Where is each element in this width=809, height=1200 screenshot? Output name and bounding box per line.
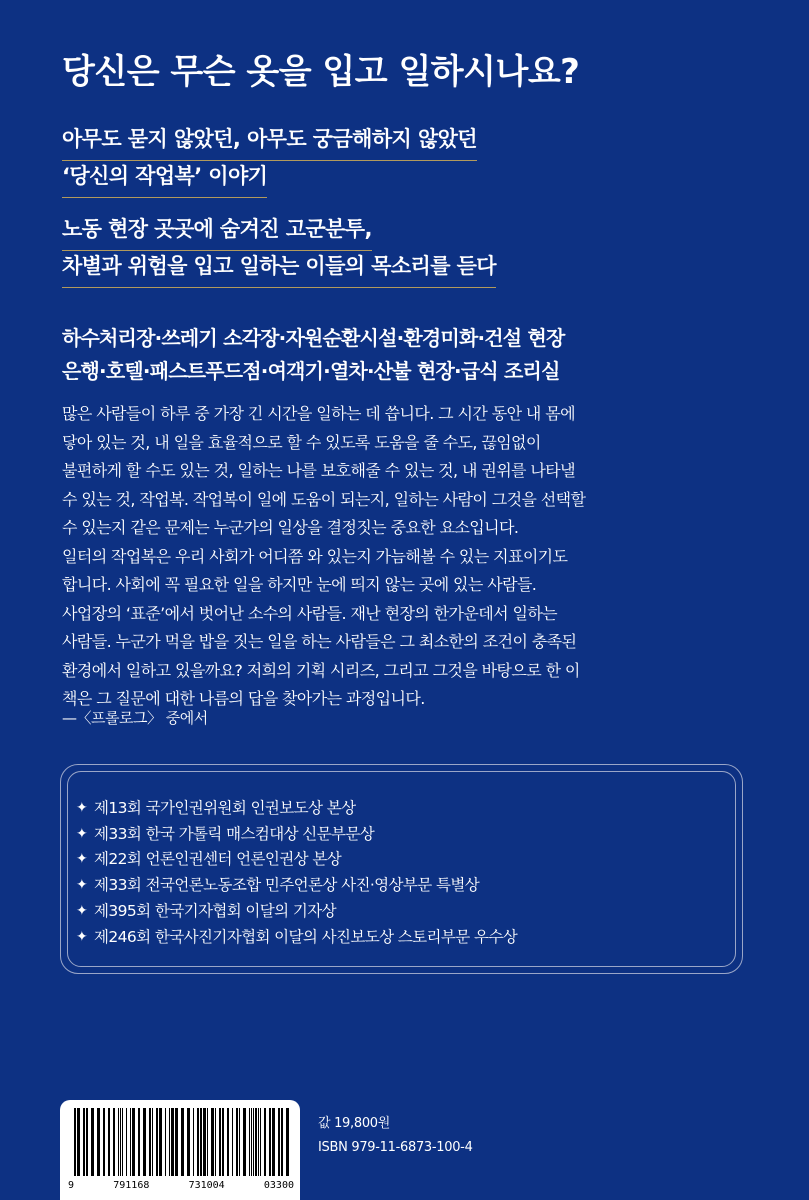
barcode-bar <box>152 1108 153 1176</box>
barcode-bar <box>122 1108 123 1176</box>
barcode-bar <box>253 1108 254 1176</box>
blurb-line: 수 있는지 같은 문제는 누군가의 일상을 결정짓는 중요한 요소입니다. <box>62 518 519 537</box>
barcode-digit-group: 731004 <box>188 1180 225 1191</box>
barcode-bar <box>249 1108 250 1176</box>
price-label: 값 19,800원 <box>318 1116 391 1131</box>
barcode-bar <box>281 1108 283 1176</box>
barcode-bar <box>143 1108 146 1176</box>
barcode-bar <box>264 1108 266 1176</box>
award-text: 제33회 한국 가톨릭 매스컴대상 신문부문상 <box>94 824 375 843</box>
barcode-digits <box>68 1180 294 1191</box>
star-bullet-icon: ✦ <box>76 800 88 816</box>
barcode-bar <box>113 1108 115 1176</box>
star-bullet-icon: ✦ <box>76 877 88 894</box>
barcode-bar <box>278 1108 280 1176</box>
barcode-bar <box>149 1108 151 1176</box>
workplace-line: 은행·호텔·패스트푸드점·여객기·열차·산불 현장·급식 조리실 <box>62 359 560 383</box>
award-item <box>76 873 517 899</box>
blurb-line: 환경에서 일하고 있을까요? 저희의 기획 시리즈, 그리고 그것을 바탕으로 한 이 <box>62 660 580 680</box>
barcode-bar <box>77 1108 80 1176</box>
barcode-bar <box>103 1108 105 1176</box>
barcode-bar <box>239 1108 240 1176</box>
award-item <box>76 925 517 951</box>
cover-headline: 당신은 무슨 옷을 입고 일하시나요? <box>62 52 580 92</box>
blurb-line: 닿아 있는 것, 내 일을 효율적으로 할 수 있도록 도움을 줄 수도, 끊임없이 <box>62 432 541 452</box>
barcode-bar <box>132 1108 135 1176</box>
prologue-attribution: —〈프롤로그〉 중에서 <box>62 709 208 727</box>
barcode-bar <box>272 1108 275 1176</box>
barcode-bar <box>74 1108 76 1176</box>
award-text: 제22회 언론인권센터 언론인권상 본상 <box>94 850 342 869</box>
blurb-line: 많은 사람들이 하루 중 가장 긴 시간을 일하는 데 씁니다. 그 시간 동안 내 몸에 <box>62 404 575 423</box>
award-text: 제395회 한국기자협회 이달의 기자상 <box>94 901 336 920</box>
barcode-bar <box>156 1108 158 1176</box>
barcode-digit-group: 03300 <box>263 1180 294 1191</box>
barcode-bar <box>260 1108 261 1176</box>
barcode-bar <box>120 1108 121 1176</box>
barcode-digit-group: 791168 <box>113 1180 150 1191</box>
barcode-bar <box>83 1108 85 1176</box>
barcode-bar <box>86 1108 88 1176</box>
subtitle-line: 아무도 묻지 않았던, 아무도 궁금해하지 않았던 <box>62 124 477 161</box>
barcode-bar <box>207 1108 208 1176</box>
barcode-bar <box>138 1108 140 1176</box>
price-info <box>318 1112 473 1160</box>
isbn-barcode <box>60 1100 300 1200</box>
award-text: 제246회 한국사진기자협회 이달의 사진보도상 스토리부문 우수상 <box>94 927 518 946</box>
barcode-bar <box>165 1108 166 1176</box>
subtitle-line: 노동 현장 곳곳에 숨겨진 고군분투, <box>62 214 372 251</box>
award-text: 제13회 국가인권위원회 인권보도상 본상 <box>94 799 356 817</box>
award-item <box>76 796 517 822</box>
subtitle-block-1 <box>62 124 762 198</box>
blurb-paragraph <box>62 400 762 714</box>
blurb-line: 합니다. 사회에 꼭 필요한 일을 하지만 눈에 띄지 않는 곳에 있는 사람들. <box>62 575 537 594</box>
barcode-bar <box>126 1108 127 1176</box>
barcode-bar <box>130 1108 131 1176</box>
star-bullet-icon: ✦ <box>76 825 88 842</box>
barcode-bar <box>171 1108 174 1176</box>
barcode-bar <box>159 1108 162 1176</box>
barcode-bar <box>118 1108 119 1176</box>
subtitle-line: 차별과 위험을 입고 일하는 이들의 목소리를 듣다 <box>62 251 496 288</box>
workplace-line: 하수처리장·쓰레기 소각장·자원순환시설·환경미화·건설 현장 <box>62 326 565 350</box>
blurb-line: 사람들. 누군가 먹을 밥을 짓는 일을 하는 사람들은 그 최소한의 조건이 충족된 <box>62 632 577 651</box>
barcode-bars <box>68 1108 294 1180</box>
barcode-bar <box>251 1108 252 1176</box>
blurb-line: 수 있는 것, 작업복. 작업복이 일에 도움이 되는지, 일하는 사람이 그것을 선택할 <box>62 489 586 509</box>
barcode-bar <box>169 1108 170 1176</box>
blurb-line: 책은 그 질문에 대한 나름의 답을 찾아가는 과정입니다. <box>62 689 425 708</box>
barcode-bar <box>108 1108 110 1176</box>
barcode-bar <box>181 1108 184 1176</box>
award-item <box>76 847 517 873</box>
subtitle-line: ‘당신의 작업복’ 이야기 <box>62 161 267 198</box>
barcode-bar <box>97 1108 100 1176</box>
barcode-bar <box>215 1108 216 1176</box>
barcode-bar <box>197 1108 199 1176</box>
barcode-bar <box>232 1108 233 1176</box>
barcode-bar <box>269 1108 271 1176</box>
barcode-bar <box>211 1108 214 1176</box>
barcode-bar <box>219 1108 221 1176</box>
star-bullet-icon: ✦ <box>76 902 88 919</box>
barcode-bar <box>200 1108 202 1176</box>
blurb-line: 일터의 작업복은 우리 사회가 어디쯤 와 있는지 가늠해볼 수 있는 지표이기도 <box>62 546 568 566</box>
barcode-bar <box>203 1108 206 1176</box>
barcode-bar <box>187 1108 190 1176</box>
blurb-line: 불편하게 할 수도 있는 것, 일하는 나를 보호해줄 수 있는 것, 내 권위를 나타낼 <box>62 461 575 480</box>
barcode-bar <box>193 1108 194 1176</box>
barcode-bar <box>243 1108 246 1176</box>
barcode-bar <box>175 1108 178 1176</box>
award-item <box>76 899 517 925</box>
award-text: 제33회 전국언론노동조합 민주언론상 사진·영상부문 특별상 <box>94 876 480 895</box>
barcode-bar <box>258 1108 259 1176</box>
subtitle-block-2 <box>62 214 762 288</box>
barcode-bar <box>91 1108 94 1176</box>
barcode-bar <box>286 1108 289 1176</box>
star-bullet-icon: ✦ <box>76 928 88 945</box>
award-item <box>76 822 517 848</box>
barcode-digit-group: 9 <box>68 1180 75 1191</box>
barcode-bar <box>255 1108 257 1176</box>
barcode-bar <box>227 1108 229 1176</box>
workplace-list <box>62 322 565 388</box>
barcode-bar <box>222 1108 224 1176</box>
blurb-line: 사업장의 ‘표준’에서 벗어난 소수의 사람들. 재난 현장의 한가운데서 일하는 <box>62 603 558 623</box>
isbn-label: ISBN 979-11-6873-100-4 <box>318 1140 473 1155</box>
awards-list <box>76 796 517 950</box>
barcode-bar <box>236 1108 238 1176</box>
star-bullet-icon: ✦ <box>76 851 88 868</box>
